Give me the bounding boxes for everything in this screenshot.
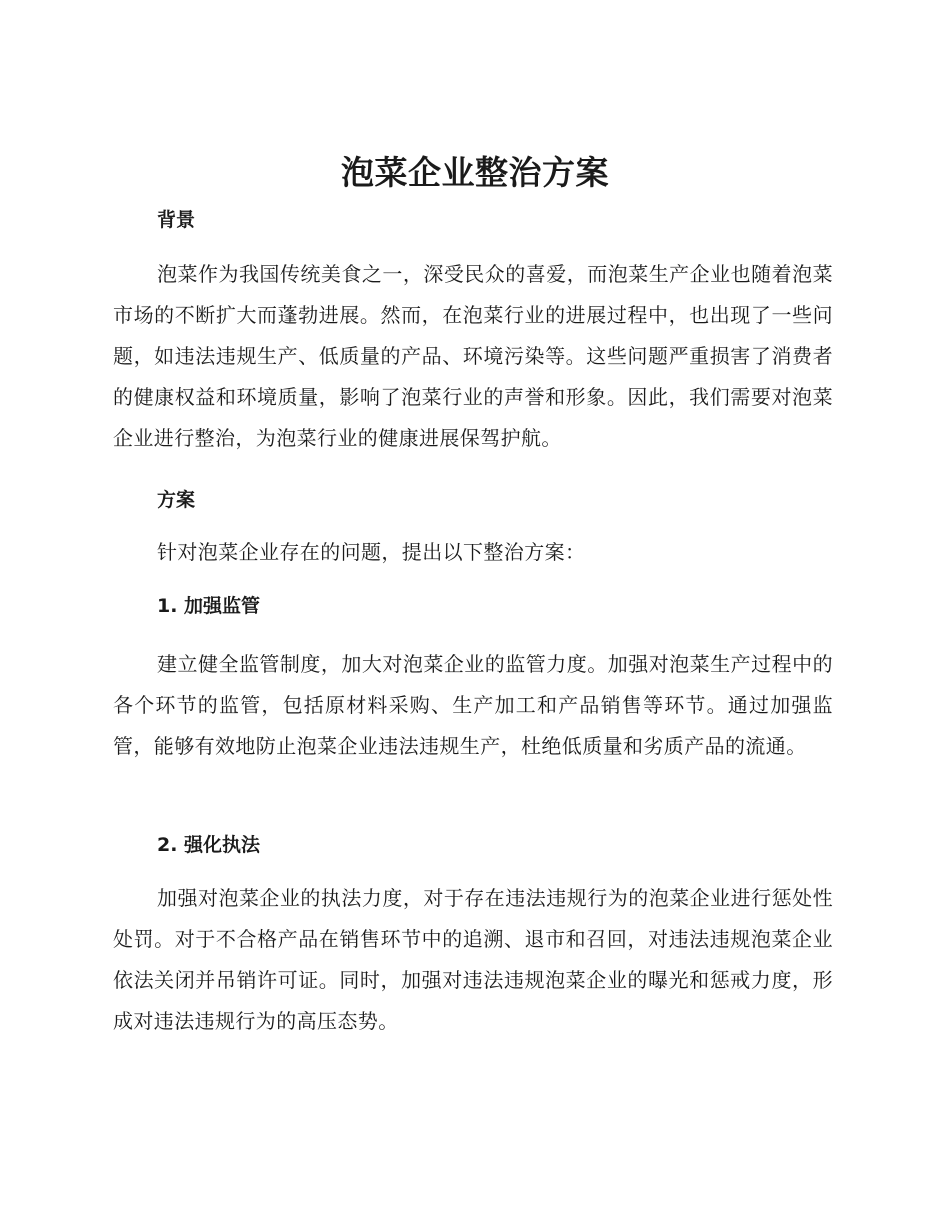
paragraph-enforce-law: 加强对泡菜企业的执法力度，对于存在违法违规行为的泡菜企业进行惩处性处罚。对于不合格产品在销售环节中的追溯、退市和召回，对违法违规泡菜企业依法关闭并吊销许可证。同时，加强对违法违规泡菜企业的曝光和惩戒力度，形成对违法违规行为的高压态势。: [113, 886, 833, 1033]
section-heading-plan: 方案: [157, 489, 196, 511]
section-heading-strengthen-supervision: 1. 加强监管: [157, 595, 261, 617]
document-title: 泡菜企业整治方案: [341, 153, 609, 192]
paragraph-strengthen-supervision: 建立健全监管制度，加大对泡菜企业的监管力度。加强对泡菜生产过程中的各个环节的监管，包括原材料采购、生产加工和产品销售等环节。通过加强监管，能够有效地防止泡菜企业违法违规生产，杜绝低质量和劣质产品的流通。: [113, 652, 833, 758]
section-heading-background: 背景: [157, 209, 196, 231]
paragraph-plan-intro: 针对泡菜企业存在的问题，提出以下整治方案：: [157, 540, 586, 564]
paragraph-background: 泡菜作为我国传统美食之一，深受民众的喜爱，而泡菜生产企业也随着泡菜市场的不断扩大而蓬勃进展。然而，在泡菜行业的进展过程中，也出现了一些问题，如违法违规生产、低质量的产品、环境污染等。这些问题严重损害了消费者的健康权益和环境质量，影响了泡菜行业的声誉和形象。因此，我们需要对泡菜企业进行整治，为泡菜行业的健康进展保驾护航。: [113, 262, 833, 450]
section-heading-enforce-law: 2. 强化执法: [157, 834, 261, 856]
